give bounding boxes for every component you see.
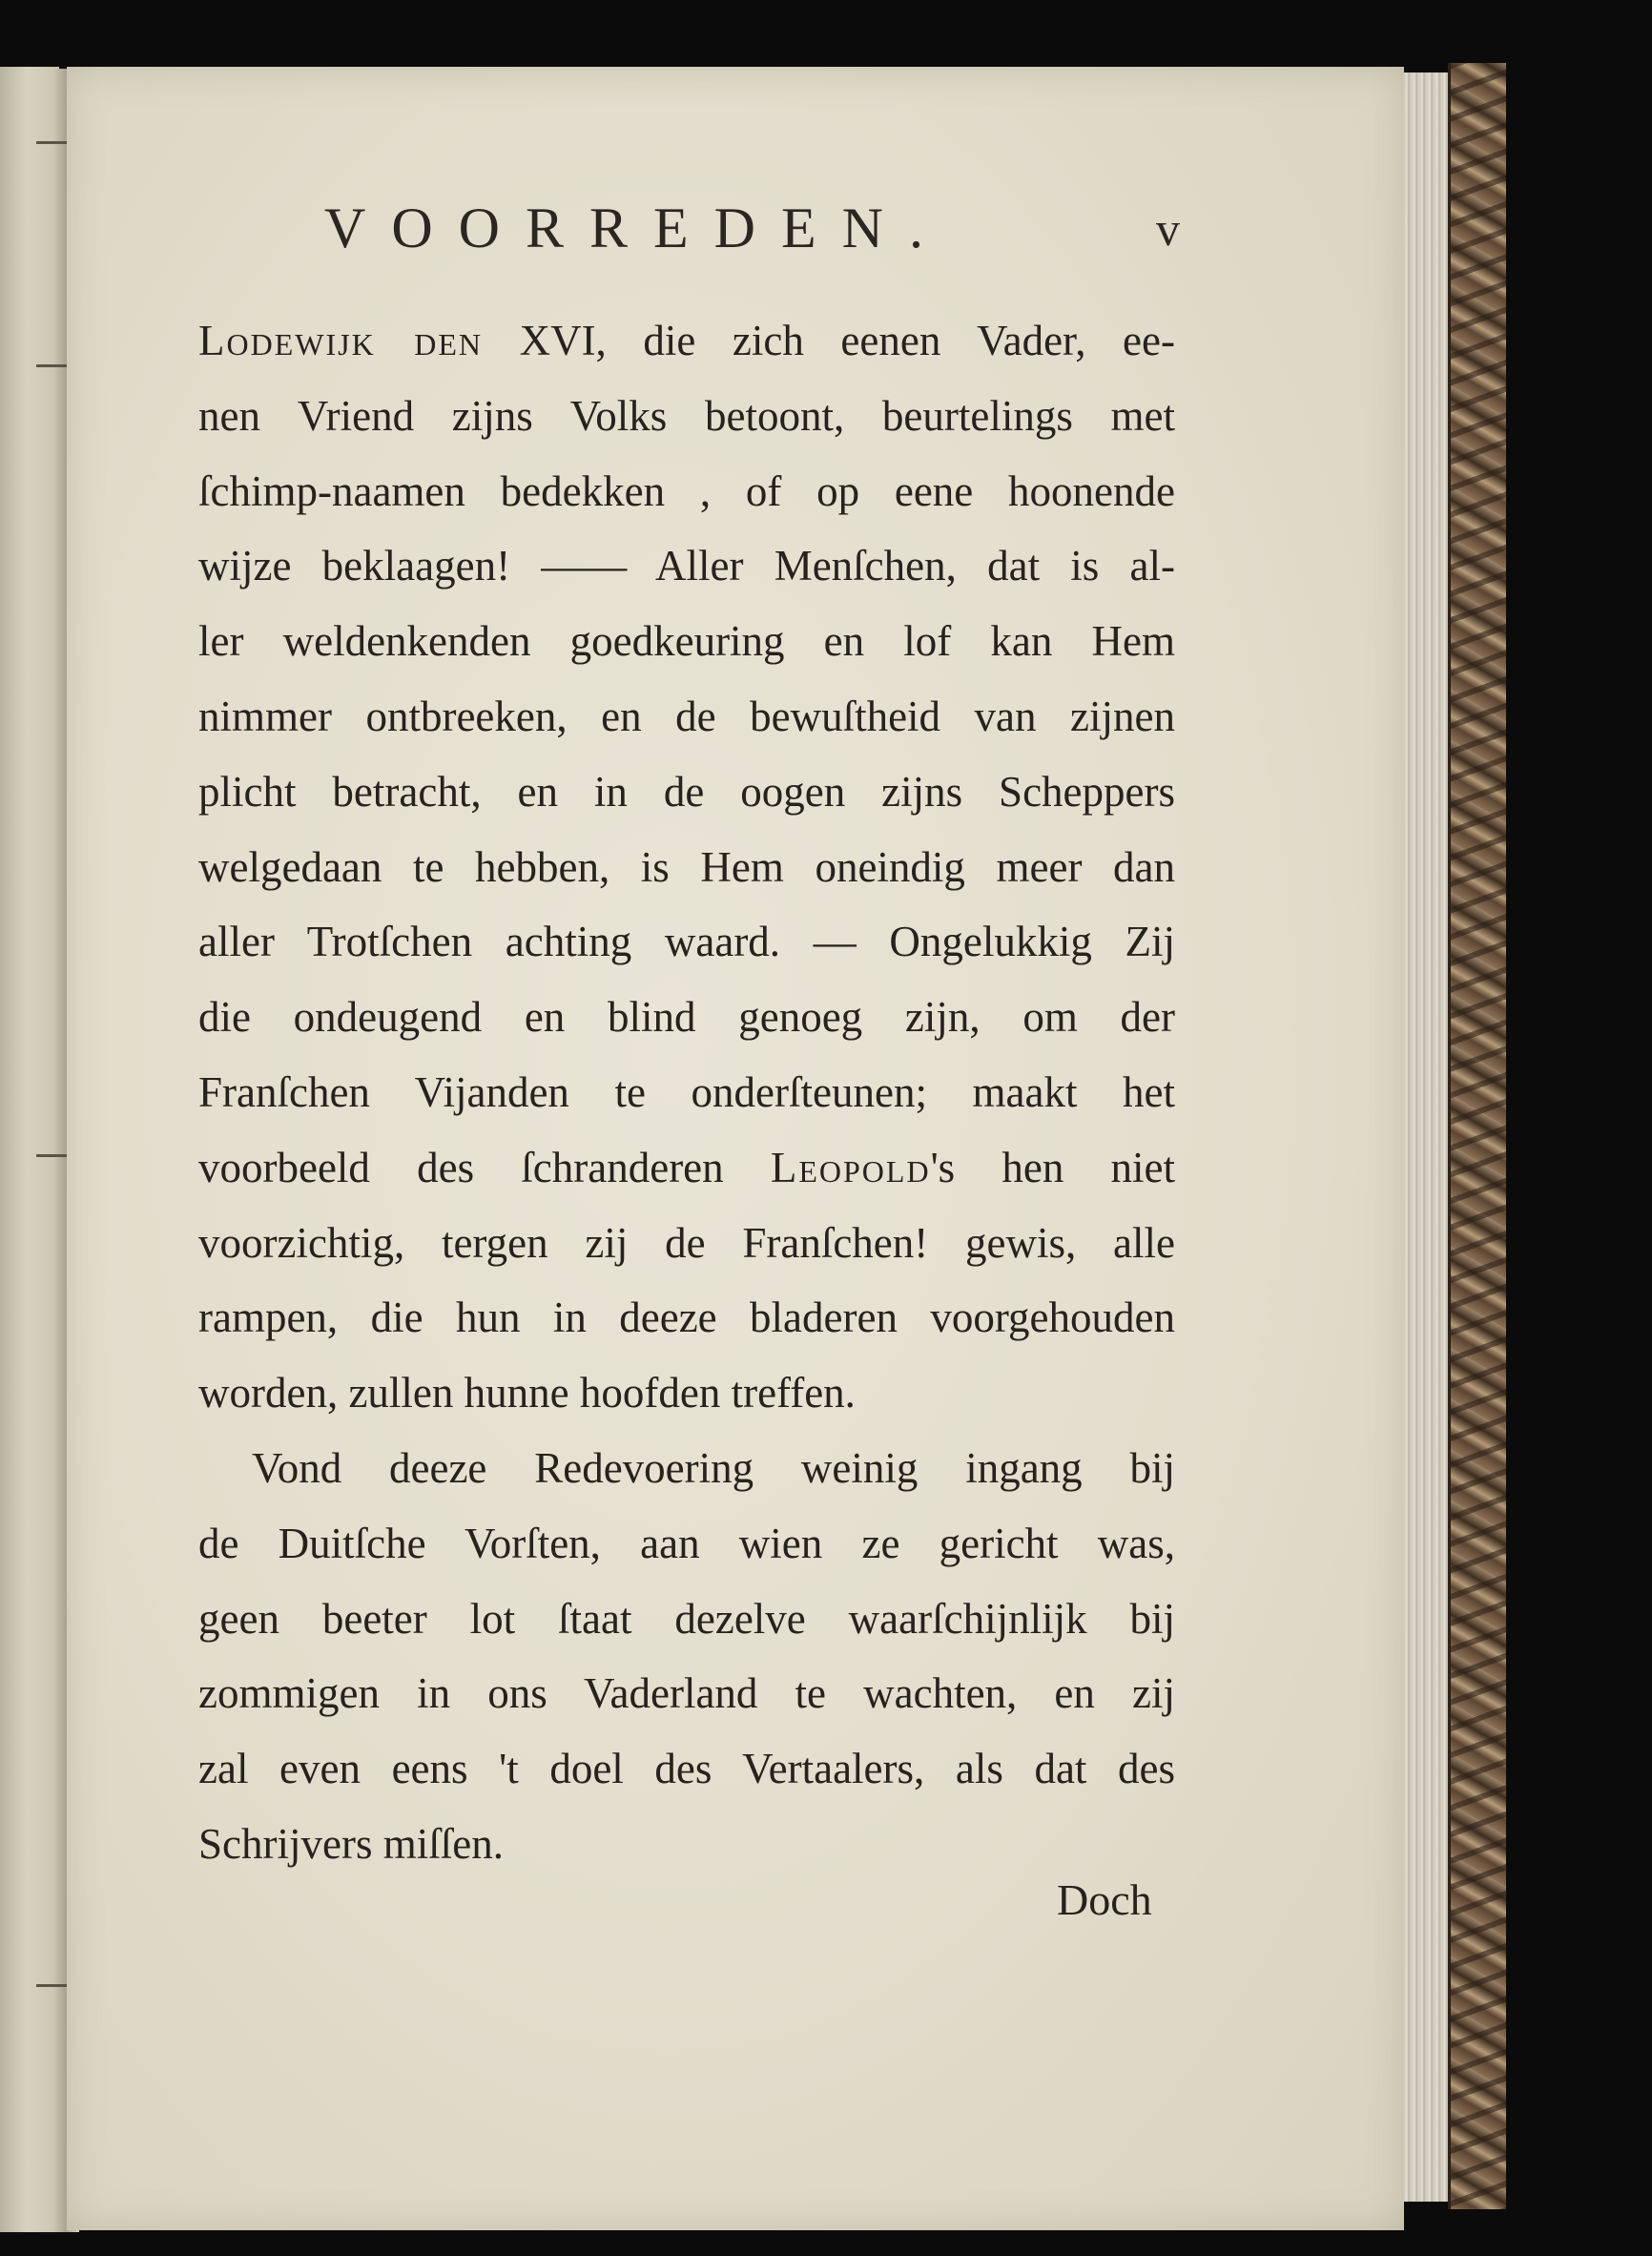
text-line bbox=[198, 454, 1175, 529]
text-segment: geen beeter lot ſtaat dezelve waarſchijnlijk bij bbox=[198, 1594, 1175, 1643]
text-line bbox=[198, 528, 1175, 604]
small-caps-name: Leopold bbox=[770, 1143, 931, 1191]
text-segment: nimmer ontbreeken, en de bewuſtheid van zijnen bbox=[198, 692, 1175, 740]
text-line bbox=[198, 980, 1175, 1055]
text-line bbox=[198, 1356, 1175, 1431]
text-segment: wijze beklaagen! —— Aller Menſchen, dat is al- bbox=[198, 542, 1175, 590]
text-line bbox=[198, 1582, 1175, 1657]
text-segment: 's hen niet bbox=[930, 1143, 1175, 1191]
page-edges bbox=[1404, 72, 1450, 2202]
running-head: VOORREDEN. bbox=[324, 197, 949, 259]
text-segment: welgedaan te hebben, is Hem oneindig meer dan bbox=[198, 842, 1175, 891]
text-line bbox=[198, 1055, 1175, 1130]
text-segment: aller Trotſchen achting waard. — Ongelukkig Zij bbox=[198, 918, 1175, 966]
text-segment: XVI, die zich eenen Vader, ee- bbox=[483, 317, 1175, 364]
text-line bbox=[198, 1506, 1175, 1582]
text-segment: worden, zullen hunne hoofden treffen. bbox=[198, 1369, 856, 1418]
text-segment: Schrijvers miſſen. bbox=[198, 1819, 504, 1868]
text-line bbox=[198, 303, 1175, 379]
text-segment: de Duitſche Vorſten, aan wien ze gericht was, bbox=[198, 1519, 1175, 1567]
text-segment: voorzichtig, tergen zij de Franſchen! gewis, alle bbox=[198, 1218, 1175, 1267]
catchword: Doch bbox=[1057, 1875, 1152, 1924]
text-segment: zommigen in ons Vaderland te wachten, en zij bbox=[198, 1669, 1175, 1718]
text-segment: plicht betracht, en in de oogen zijns Scheppers bbox=[198, 767, 1175, 816]
text-line bbox=[198, 679, 1175, 755]
text-line bbox=[198, 1731, 1175, 1807]
text-line bbox=[198, 1280, 1175, 1356]
text-line bbox=[198, 604, 1175, 679]
previous-page-edge bbox=[0, 67, 59, 2232]
text-segment: Vond deeze Redevoering weinig ingang bij bbox=[252, 1443, 1175, 1492]
text-line bbox=[198, 379, 1175, 454]
small-caps-name: Lodewijk den bbox=[198, 317, 484, 364]
text-line bbox=[198, 1431, 1175, 1506]
page-number: v bbox=[1156, 202, 1180, 256]
body-text bbox=[198, 303, 1175, 1882]
text-segment: ſchimp-naamen bedekken , of op eene hoonende bbox=[198, 466, 1175, 515]
text-line bbox=[198, 830, 1175, 905]
text-line bbox=[198, 755, 1175, 830]
text-segment: die ondeugend en blind genoeg zijn, om der bbox=[198, 993, 1175, 1042]
text-line bbox=[198, 1656, 1175, 1731]
text-segment: rampen, die hun in deeze bladeren voorgehouden bbox=[198, 1294, 1175, 1342]
text-segment: Franſchen Vijanden te onderſteunen; maakt het bbox=[198, 1067, 1175, 1116]
text-segment: voorbeeld des ſchranderen bbox=[198, 1143, 771, 1191]
marbled-cover bbox=[1448, 63, 1506, 2209]
text-segment: zal even eens 't doel des Vertaalers, als dat des bbox=[198, 1745, 1175, 1793]
text-line bbox=[198, 1206, 1175, 1281]
text-line bbox=[198, 1807, 1175, 1882]
text-line bbox=[198, 904, 1175, 980]
text-segment: nen Vriend zijns Volks betoont, beurtelings met bbox=[198, 391, 1175, 440]
text-line bbox=[198, 1130, 1175, 1206]
text-segment: ler weldenkenden goedkeuring en lof kan Hem bbox=[198, 617, 1175, 666]
